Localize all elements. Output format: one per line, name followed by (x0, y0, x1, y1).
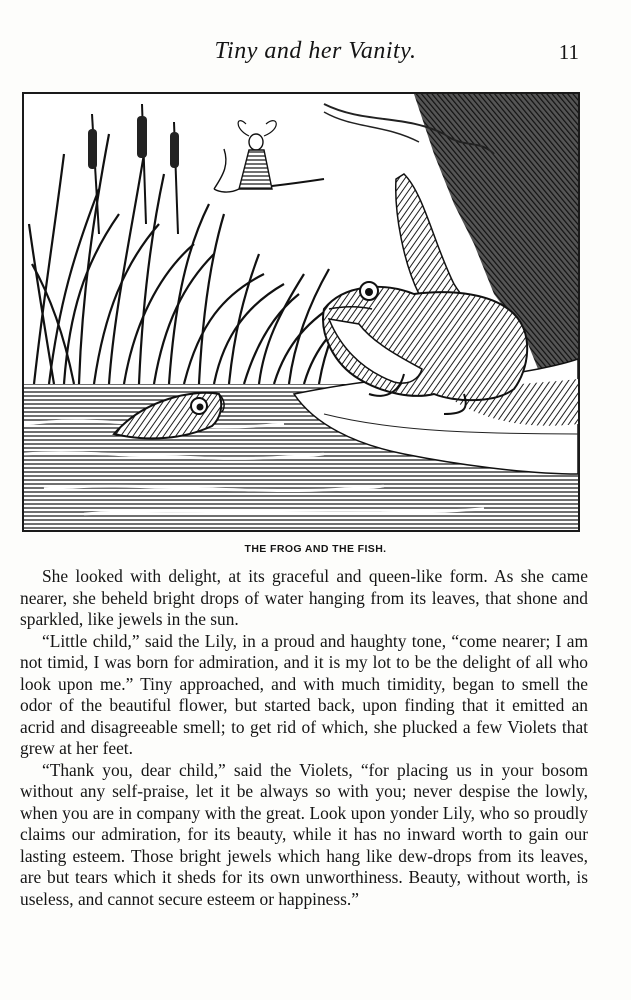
paragraph: She looked with delight, at its graceful and queen-like form. As she came nearer, she beheld bright drops of water hanging from its leaves, that shone and sparkled, like jewels in the sun. (20, 566, 588, 629)
running-title: Tiny and her Vanity. (214, 38, 417, 64)
illustration-caption: THE FROG AND THE FISH. (244, 543, 387, 555)
engraving-illustration (22, 92, 580, 532)
paragraph: “Thank you, dear child,” said the Violets, “for placing us in your bosom without any self-praise, let it be always so with you; never despise the lowly, when you are in company with the great. Look upon yonder Lily, who so proudly claims our admiration, for its beauty, while it has no inward worth to gain our lasting esteem. Those bright jewels which hang like dew-drops from its leaves, are but tears which it sheds for its own unworthiness. Beauty, without worth, is useless, and cannot secure esteem or happiness.” (20, 759, 588, 909)
page-number: 11 (558, 40, 579, 64)
running-head (0, 38, 631, 68)
frog-and-fish-engraving (24, 94, 578, 530)
paragraph: “Little child,” said the Lily, in a proud and haughty tone, “come nearer; I am not timid, I was born for admiration, and it is my lot to be the delight of all who look upon me.” Tiny approached, and with much timidity, began to smell the odor of the beautiful flower, but started back, upon finding that it emitted an acrid and disagreeable smell; to get rid of which, she plucked a few Violets that grew at her feet. (20, 630, 588, 758)
body-text (20, 566, 588, 910)
